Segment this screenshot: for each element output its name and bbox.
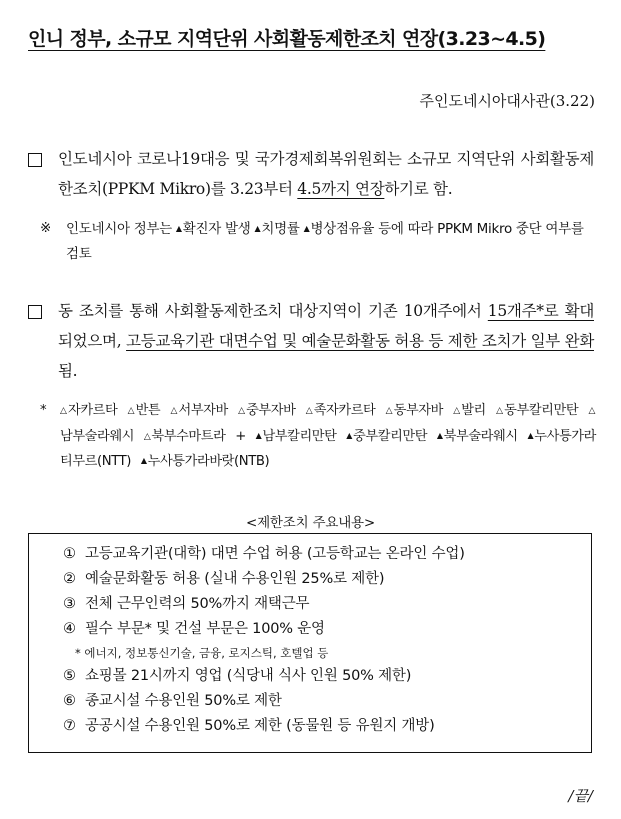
region-existing: 자카르타 bbox=[67, 403, 118, 418]
region-existing: 반튼 bbox=[135, 403, 161, 418]
relaxation-highlight: 고등교육기관 대면수업 및 예술문화활동 허용 등 제한 조치가 일부 완화 bbox=[126, 332, 594, 350]
item-number: ① bbox=[63, 546, 76, 562]
region-new: 북부술라웨시 bbox=[443, 428, 518, 444]
open-triangle-icon: △ bbox=[453, 406, 461, 416]
criterion: 치명률 bbox=[261, 221, 300, 237]
paragraph-expansion-body: 동 조치를 통해 사회활동제한조치 대상지역이 기존 10개주에서 15개주*로 확대되었으며, 고등교육기관 대면수업 및 예술문화활동 허용 등 제한 조치가 일부 완화됨. bbox=[58, 302, 594, 380]
expansion-highlight: 15개주*로 확대 bbox=[487, 302, 594, 320]
region-existing: 동부자바 bbox=[393, 403, 443, 418]
open-triangle-icon: △ bbox=[305, 406, 313, 416]
paragraph-extension bbox=[28, 144, 594, 204]
region-existing: 서부자바 bbox=[178, 403, 228, 418]
bullet-triangle-icon: ▲ bbox=[303, 224, 310, 233]
paragraph-expansion bbox=[28, 296, 594, 386]
open-triangle-icon: △ bbox=[238, 406, 246, 416]
item-number: ⑥ bbox=[63, 693, 76, 709]
open-triangle-icon: △ bbox=[143, 431, 151, 442]
bullet-triangle-icon: ▲ bbox=[255, 430, 262, 440]
restriction-item: ③ 전체 근무인력의 50%까지 재택근무 bbox=[63, 592, 591, 617]
essential-sectors-footnote: * 에너지, 정보통신기술, 금융, 로지스틱, 호텔업 등 bbox=[75, 646, 329, 660]
bullet-triangle-icon: ▲ bbox=[140, 456, 147, 465]
bullet-triangle-icon: ▲ bbox=[254, 224, 261, 233]
open-triangle-icon: △ bbox=[496, 406, 504, 416]
review-note-body: 인도네시아 정부는 ▲확진자 발생 ▲치명률 ▲병상점유율 등에 따라 PPKM Mikro 중단 여부를 검토 bbox=[66, 221, 584, 262]
restrictions-heading: <제한조치 주요내용> bbox=[245, 515, 376, 531]
open-triangle-icon: △ bbox=[127, 406, 135, 416]
source-line: 주인도네시아대사관(3.22) bbox=[419, 92, 595, 110]
region-new: 중부칼리만탄 bbox=[353, 428, 428, 444]
extension-period: 4.5까지 연장 bbox=[297, 180, 385, 198]
item-number: ③ bbox=[63, 596, 76, 612]
plus-sign: + bbox=[235, 428, 246, 444]
reference-mark: ※ bbox=[40, 220, 52, 236]
bullet-triangle-icon: ▲ bbox=[175, 224, 182, 233]
item-number: ⑦ bbox=[63, 718, 76, 734]
restriction-item: ⑥ 종교시설 수용인원 50%로 제한 bbox=[63, 689, 591, 714]
checkbox-bullet-icon bbox=[28, 153, 42, 167]
region-new: 누사틍가라바랏(NTB) bbox=[147, 454, 270, 469]
item-number: ⑤ bbox=[63, 668, 76, 684]
target-regions-list bbox=[40, 399, 596, 475]
region-existing: 동부칼리만탄 bbox=[504, 403, 579, 418]
restriction-item: ④ 필수 부문* 및 건설 부문은 100% 운영 bbox=[63, 617, 591, 642]
bullet-triangle-icon: ▲ bbox=[346, 430, 353, 440]
region-existing: 북부수마트라 bbox=[151, 428, 226, 444]
open-triangle-icon: △ bbox=[588, 406, 595, 416]
open-triangle-icon: △ bbox=[60, 406, 67, 416]
criterion: 병상점유율 bbox=[310, 221, 375, 237]
region-existing: 중부자바 bbox=[246, 403, 296, 418]
bullet-triangle-icon: ▲ bbox=[436, 430, 443, 440]
open-triangle-icon: △ bbox=[170, 406, 178, 416]
region-existing: 족자카르타 bbox=[313, 403, 376, 418]
restriction-item: ⑦ 공공시설 수용인원 50%로 제한 (동물원 등 유원지 개방) bbox=[63, 714, 591, 739]
regions-body bbox=[40, 399, 596, 475]
item-number: ② bbox=[63, 571, 76, 587]
restriction-item: ② 예술문화활동 허용 (실내 수용인원 25%로 제한) bbox=[63, 567, 591, 592]
restrictions-box bbox=[28, 533, 592, 753]
paragraph-extension-body: 인도네시아 코로나19대응 및 국가경제회복위원회는 소규모 지역단위 사회활동제한조치(PPKM Mikro)를 3.23부터 4.5까지 연장하기로 함. bbox=[58, 150, 594, 198]
bullet-triangle-icon: ▲ bbox=[527, 430, 534, 440]
restriction-item: ① 고등교육기관(대학) 대면 수업 허용 (고등학교는 온라인 수업) bbox=[63, 542, 591, 567]
footnote-mark: * bbox=[40, 403, 47, 418]
checkbox-bullet-icon bbox=[28, 305, 42, 319]
criterion: 확진자 발생 bbox=[182, 221, 251, 237]
item-number: ④ bbox=[63, 621, 76, 637]
region-new: 남부칼리만탄 bbox=[262, 428, 337, 444]
region-new: 누사틍가라티무르(NTT) bbox=[60, 428, 596, 469]
region-existing: 남부술라웨시 bbox=[60, 428, 135, 444]
review-note bbox=[40, 216, 594, 267]
document-title: 인니 정부, 소규모 지역단위 사회활동제한조치 연장(3.23~4.5) bbox=[28, 28, 546, 50]
end-mark: /끝/ bbox=[568, 787, 593, 805]
open-triangle-icon: △ bbox=[385, 406, 393, 416]
restriction-item: ⑤ 쇼핑몰 21시까지 영업 (식당내 식사 인원 50% 제한) bbox=[63, 664, 591, 689]
region-existing: 발리 bbox=[461, 403, 486, 418]
